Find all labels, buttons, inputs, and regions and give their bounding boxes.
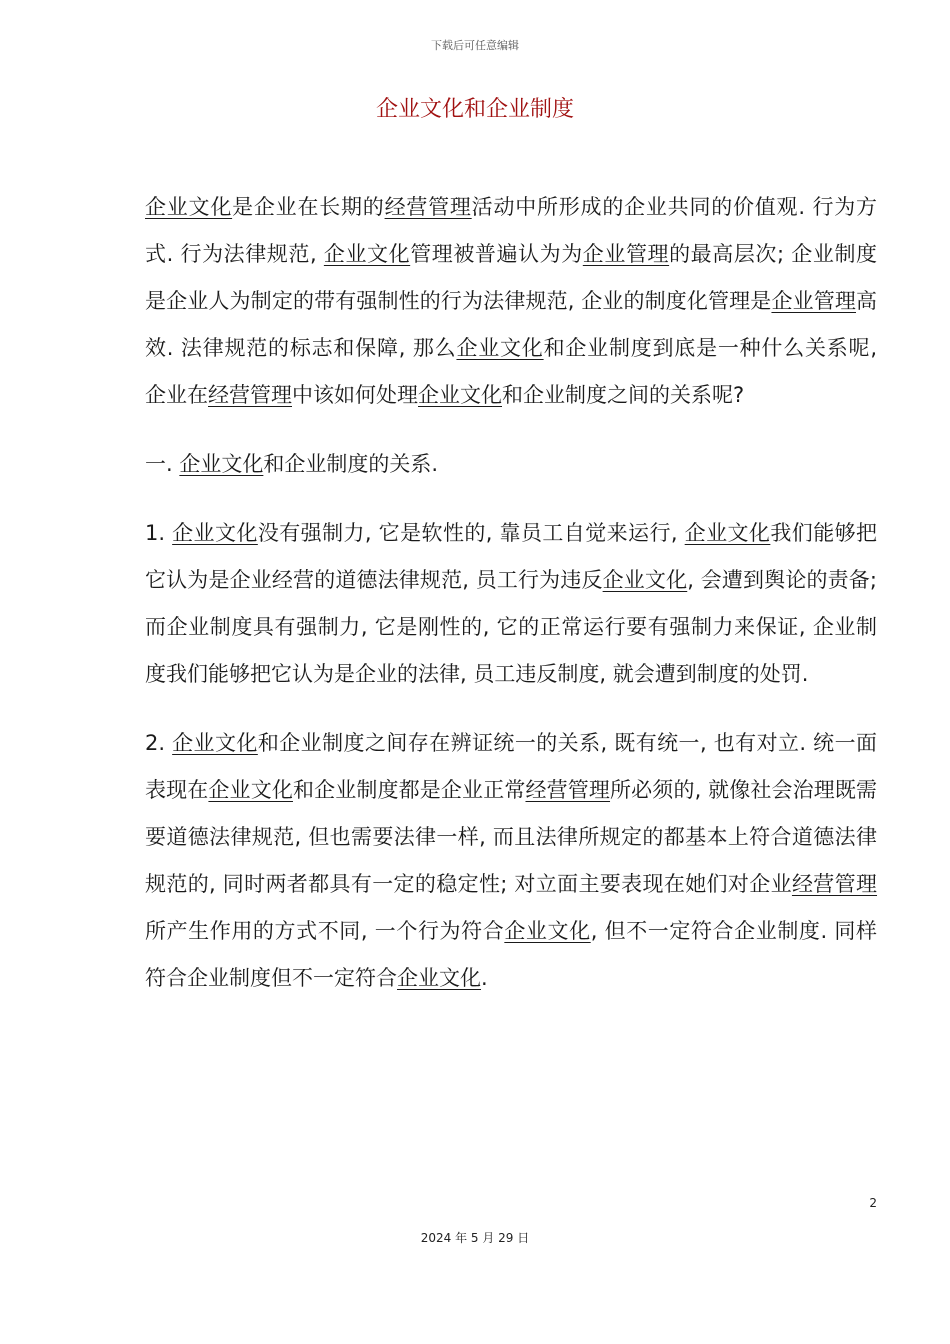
underlined-term[interactable]: 经营管理 xyxy=(525,778,611,802)
underlined-term[interactable]: 经营管理 xyxy=(791,872,878,896)
document-body xyxy=(145,184,877,1024)
underlined-term[interactable]: 企业文化 xyxy=(208,778,293,802)
text-run: . xyxy=(481,966,488,990)
underlined-term[interactable]: 企业文化 xyxy=(179,452,264,476)
underlined-term[interactable]: 经营管理 xyxy=(208,383,292,407)
underlined-term[interactable]: 企业文化 xyxy=(145,195,233,219)
underlined-term[interactable]: 企业文化 xyxy=(172,521,258,545)
point-2-paragraph xyxy=(145,720,877,1002)
text-run: 高效. 法律规范的标志和保障, 那么 xyxy=(145,289,877,360)
text-run: 和企业制度之间存在辨证统一的关系, 既有统一, 也有对立. 统一面表现在 xyxy=(145,731,878,802)
text-run: 的最高层次; 企业制度是企业人为制定的带有强制性的行为法律规范, 企业的制度化管理是 xyxy=(145,242,878,313)
underlined-term[interactable]: 企业文化 xyxy=(172,731,258,755)
text-run: 是企业在长期的 xyxy=(232,195,385,219)
text-run: 2. xyxy=(145,731,173,755)
underlined-term[interactable]: 企业管理 xyxy=(771,289,856,313)
text-run: 和企业制度之间的关系呢? xyxy=(502,383,745,407)
underlined-term[interactable]: 企业文化 xyxy=(504,919,591,943)
intro-paragraph xyxy=(145,184,877,419)
text-run: 所产生作用的方式不同, 一个行为符合 xyxy=(145,919,505,943)
text-run: 和企业制度到底是一种什么关系呢, 企业在 xyxy=(145,336,878,407)
text-run: , 但不一定符合企业制度. 同样符合企业制度但不一定符合 xyxy=(145,919,878,990)
text-run: 中该如何处理 xyxy=(292,383,418,407)
underlined-term[interactable]: 企业文化 xyxy=(397,966,481,990)
page-header: 下载后可任意编辑 xyxy=(431,39,519,52)
text-run: 没有强制力, 它是软性的, 靠员工自觉来运行, xyxy=(257,521,685,545)
text-run: 和企业制度的关系. xyxy=(263,452,439,476)
text-run: 管理被普遍认为为 xyxy=(410,242,583,266)
point-1-paragraph xyxy=(145,510,877,698)
underlined-term[interactable]: 企业文化 xyxy=(684,521,771,545)
underlined-term[interactable]: 企业文化 xyxy=(323,242,411,266)
section-heading xyxy=(145,441,877,488)
underlined-term[interactable]: 企业文化 xyxy=(602,568,688,592)
underlined-term[interactable]: 企业管理 xyxy=(582,242,670,266)
text-run: 所必须的, 就像社会治理既需要道德法律规范, 但也需要法律一样, 而且法律所规定的都基本上符合道德法律规范的, 同时两者都具有一定的稳定性; 对立面主要表现在她们对企业 xyxy=(145,778,878,896)
text-run: 1. xyxy=(145,521,173,545)
text-run: 一. xyxy=(145,452,180,476)
text-run: 活动中所形成的企业共同的价值观. 行为方式. 行为法律规范, xyxy=(145,195,878,266)
underlined-term[interactable]: 经营管理 xyxy=(384,195,472,219)
page-number: 2 xyxy=(869,1196,877,1210)
underlined-term[interactable]: 企业文化 xyxy=(456,336,544,360)
text-run: 和企业制度都是企业正常 xyxy=(292,778,526,802)
text-run: 我们能够把它认为是企业经营的道德法律规范, 员工行为违反 xyxy=(145,521,878,592)
page-footer-date: 2024 年 5 月 29 日 xyxy=(420,1231,530,1245)
underlined-term[interactable]: 企业文化 xyxy=(418,383,502,407)
document-title: 企业文化和企业制度 xyxy=(375,97,574,122)
text-run: , 会遭到舆论的责备; 而企业制度具有强制力, 它是刚性的, 它的正常运行要有强制力来保证, 企业制度我们能够把它认为是企业的法律, 员工违反制度, 就会遭到制度的处罚. xyxy=(145,568,877,686)
